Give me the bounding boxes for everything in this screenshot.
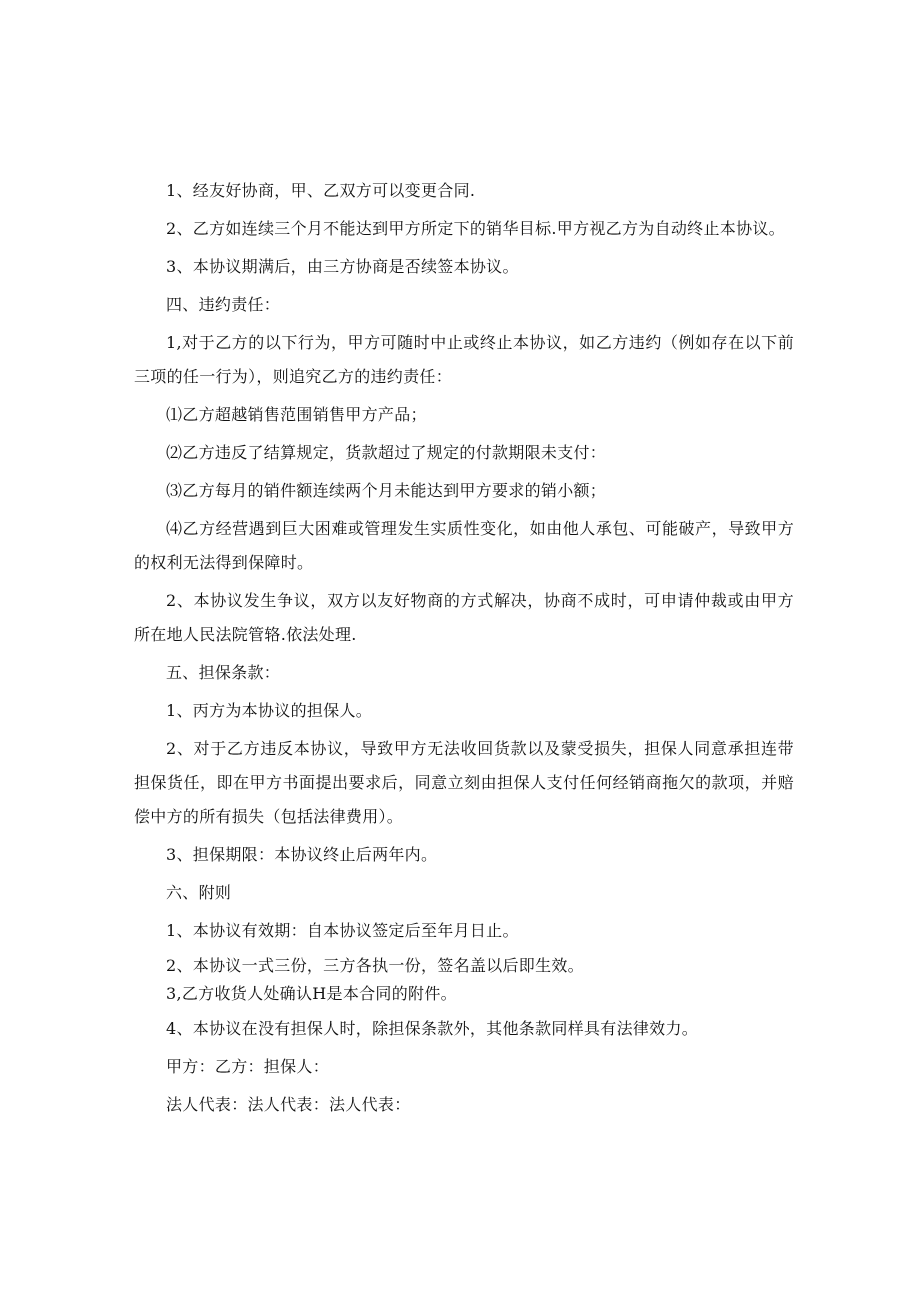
- liability-item-2: ⑵乙方违反了结算规定，货款超过了规定的付款期限未支付：: [166, 443, 607, 462]
- clause-copies: 2、本协议一式三份，三方各执一份，签名盖以后即生效。: [166, 956, 584, 975]
- clause-guarantee-period: 3、担保期限：本协议终止后两年内。: [166, 845, 438, 864]
- clause-liability-intro: 1,对于乙方的以下行为，甲方可随时中止或终止本协议，如乙方违约（例如存在以下前三项的任一行为），则追究乙方的违约责任：: [134, 333, 794, 386]
- liability-item-1: ⑴乙方超越销售范围销售甲方产品；: [166, 405, 427, 424]
- signature-parties: 甲方：乙方：担保人：: [166, 1057, 330, 1076]
- clause-attachment: 3,乙方收货人处确认H是本合同的附件。: [166, 984, 457, 1003]
- liability-item-3: ⑶乙方每月的销件额连续两个月未能达到甲方要求的销小额；: [166, 481, 607, 500]
- clause-renewal: 3、本协议期满后，由三方协商是否续签本协议。: [166, 257, 519, 276]
- signature-representatives: 法人代表：法人代表：法人代表：: [166, 1095, 411, 1114]
- liability-item-4: ⑷乙方经营遇到巨大困难或管理发生实质性变化，如由他人承包、可能破产，导致甲方的权利无法得到保障时。: [134, 519, 794, 572]
- clause-guarantee-liability: 2、对于乙方违反本协议，导致甲方无法收回货款以及蒙受损失，担保人同意承担连带担保货任，即在甲方书面提出要求后，同意立刻由担保人支付任何经销商拖欠的款项，并赔偿中方的所有损失（包括法律费用）。: [134, 739, 794, 826]
- clause-modify-contract: 1、经友好协商，甲、乙双方可以变更合同.: [166, 181, 476, 200]
- clause-validity: 1、本协议有效期：自本协议签定后至年月日止。: [166, 921, 519, 940]
- section-heading-appendix: 六、附则: [166, 883, 232, 902]
- section-heading-liability: 四、违约责任：: [166, 295, 281, 314]
- clause-sales-target: 2、乙方如连续三个月不能达到甲方所定下的销华目标.甲方视乙方为自动终止本协议。: [166, 219, 785, 238]
- clause-effect-without-guarantor: 4、本协议在没有担保人时，除担保条款外，其他条款同样具有法律效力。: [166, 1019, 699, 1038]
- clause-guarantor: 1、丙方为本协议的担保人。: [166, 701, 373, 720]
- document-body: [134, 174, 794, 1122]
- section-heading-guarantee: 五、担保条款：: [166, 663, 281, 682]
- clause-dispute: 2、本协议发生争议，双方以友好物商的方式解决，协商不成时，可申请仲裁或由甲方所在地人民法院管辂.依法处理.: [134, 591, 794, 644]
